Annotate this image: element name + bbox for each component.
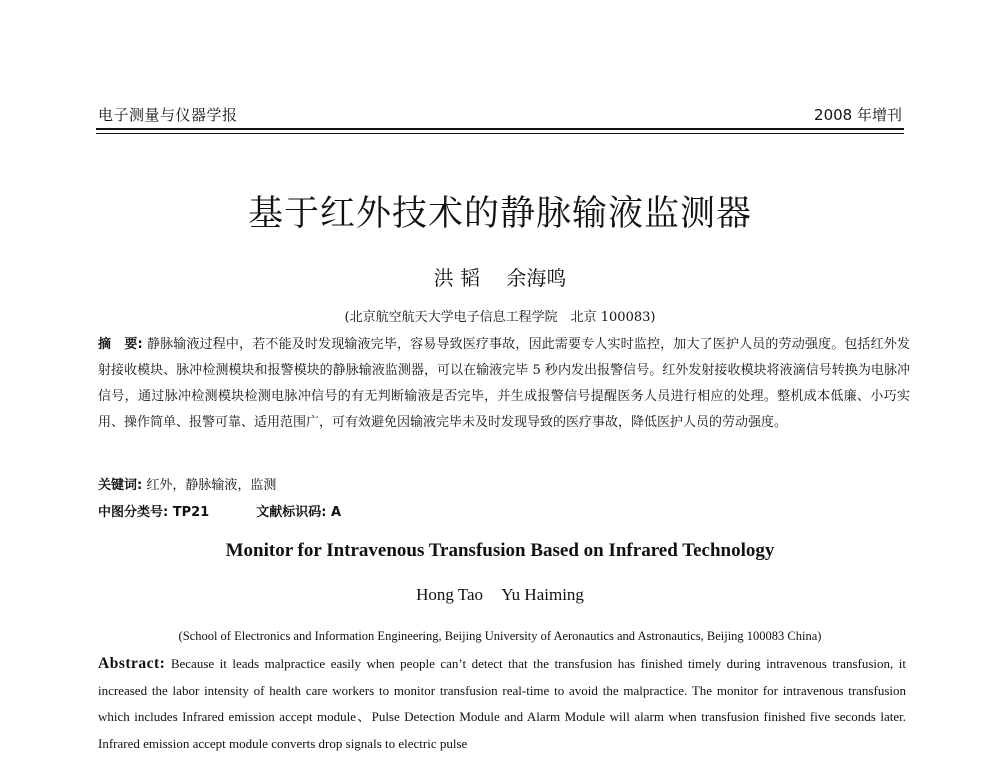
abstract-cn-label: 摘 要: (98, 337, 143, 352)
keywords-cn (98, 474, 276, 493)
classification-line (98, 501, 341, 520)
keywords-cn-text: 红外，静脉输液，监测 (146, 478, 277, 493)
author-cn-2: 余海鸣 (506, 266, 567, 290)
authors-cn (0, 262, 1000, 291)
authors-en (0, 585, 1000, 605)
author-cn-1: 洪 韬 (433, 266, 480, 290)
journal-name: 电子测量与仪器学报 (98, 106, 238, 124)
abstract-cn (98, 332, 910, 436)
paper-title-en: Monitor for Intravenous Transfusion Based on Infrared Technology (225, 540, 775, 561)
doc-code-label: 文献标识码: (256, 505, 327, 520)
author-en-1: Hong Tao (416, 585, 484, 604)
abstract-en-label: Abstract: (98, 655, 166, 672)
author-en-2: Yu Haiming (501, 585, 584, 604)
affiliation-cn: (北京航空航天大学电子信息工程学院 北京 100083) (344, 310, 656, 325)
paper-title-cn: 基于红外技术的静脉输液监测器 (247, 194, 752, 234)
keywords-cn-label: 关键词: (98, 478, 143, 493)
journal-issue: 2008 年增刊 (814, 106, 902, 124)
classification-code: TP21 (172, 505, 210, 520)
header-rule-thick (96, 128, 904, 130)
abstract-en-text: Because it leads malpractice easily when people can’t detect that the transfusion has finished timely during intravenous transfusion, it increased the labor intensity of health care workers to monitor transfusion real-time to avoid the malpractice. The monitor for intravenous transfusion which includes Infrared emission accept module、Pulse Detection Module and Alarm Module will alarm when transfusion finished five seconds later. Infrared emission accept module converts drop signals to electric pulse (98, 656, 906, 751)
doc-code: A (331, 505, 342, 520)
abstract-cn-text: 静脉输液过程中，若不能及时发现输液完毕，容易导致医疗事故，因此需要专人实时监控，加大了医护人员的劳动强度。包括红外发射接收模块、脉冲检测模块和报警模块的静脉输液监测器，可以在输液完毕 5 秒内发出报警信号。红外发射接收模块将液滴信号转换为电脉冲信号，通过脉冲检测模块检测电脉冲信号的有无判断输液是否完毕，并生成报警信号提醒医务人员进行相应的处理。整机成本低廉、小巧实用、操作简单、报警可靠、适用范围广，可有效避免因输液完毕未及时发现导致的医疗事故，降低医护人员的劳动强度。 (98, 337, 910, 430)
abstract-en (98, 651, 906, 757)
classification-label: 中图分类号: (98, 505, 169, 520)
affiliation-en: (School of Electronics and Information Engineering, Beijing University of Aeronautics and Astronautics, Beijing 100083 China) (178, 629, 822, 643)
header-rule-thin (96, 133, 904, 134)
